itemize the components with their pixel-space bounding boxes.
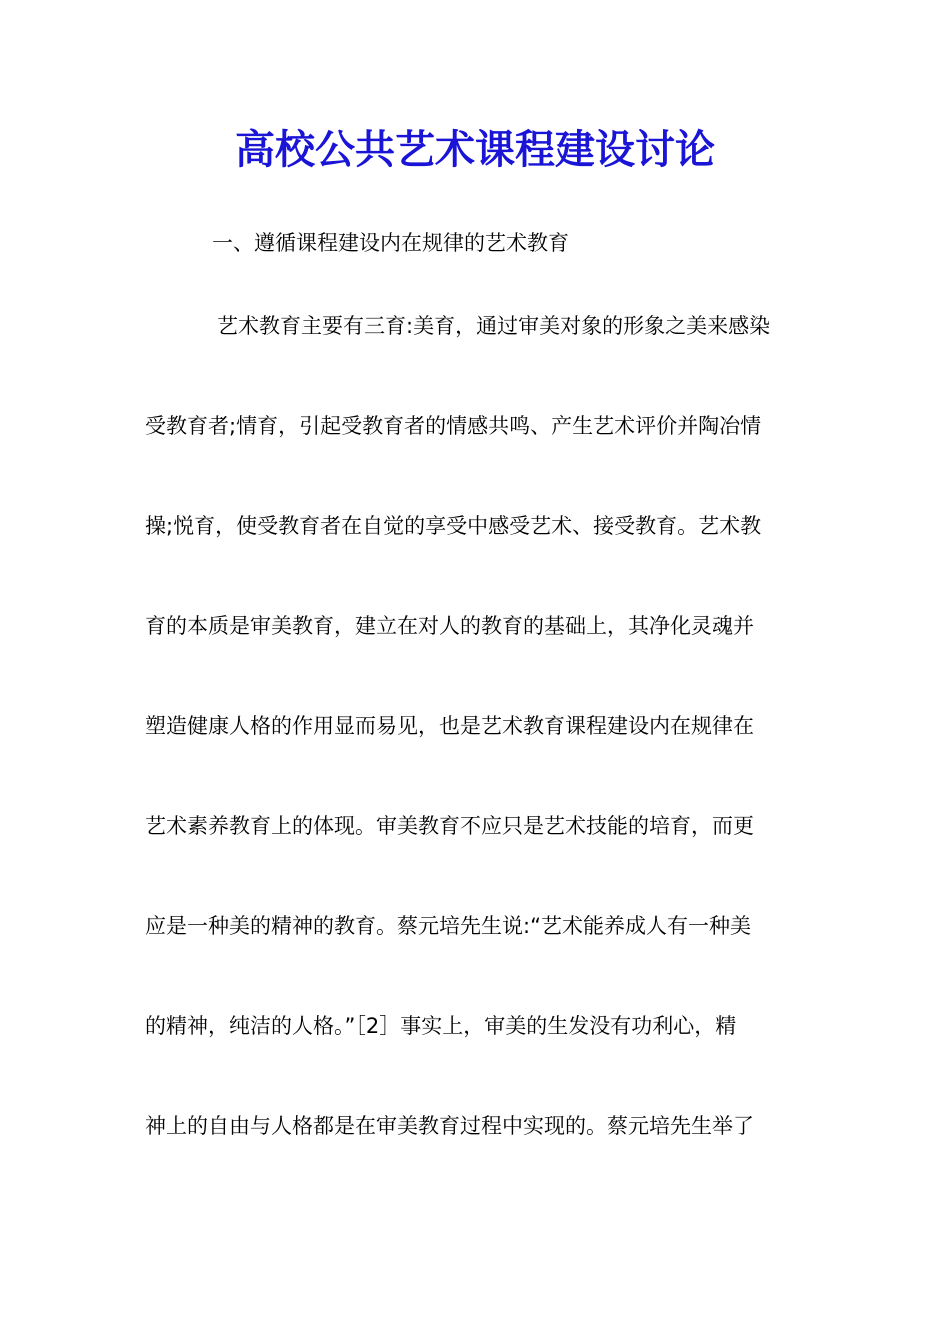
page-title: 高校公共艺术课程建设讨论 (235, 126, 715, 173)
paragraph-line: 育的本质是审美教育，建立在对人的教育的基础上，其净化灵魂并 (145, 614, 754, 638)
paragraph-line: 艺术素养教育上的体现。审美教育不应只是艺术技能的培育，而更 (145, 814, 754, 838)
paragraph-line: 神上的自由与人格都是在审美教育过程中实现的。蔡元培先生举了 (145, 1114, 754, 1138)
paragraph-line: 操;悦育，使受教育者在自觉的享受中感受艺术、接受教育。艺术教 (145, 514, 762, 538)
paragraph-line: 塑造健康人格的作用显而易见，也是艺术教育课程建设内在规律在 (145, 714, 754, 738)
section-heading: 一、遵循课程建设内在规律的艺术教育 (212, 231, 569, 255)
body-paragraph (145, 306, 807, 1206)
paragraph-line: 应是一种美的精神的教育。蔡元培先生说:“艺术能养成人有一种美 (145, 914, 751, 938)
paragraph-line: 的精神，纯洁的人格。”［2］事实上，审美的生发没有功利心，精 (145, 1014, 737, 1038)
paragraph-line: 受教育者;情育，引起受教育者的情感共鸣、产生艺术评价并陶冶情 (145, 414, 762, 438)
paragraph-line: 艺术教育主要有三育:美育，通过审美对象的形象之美来感染 (217, 314, 771, 338)
